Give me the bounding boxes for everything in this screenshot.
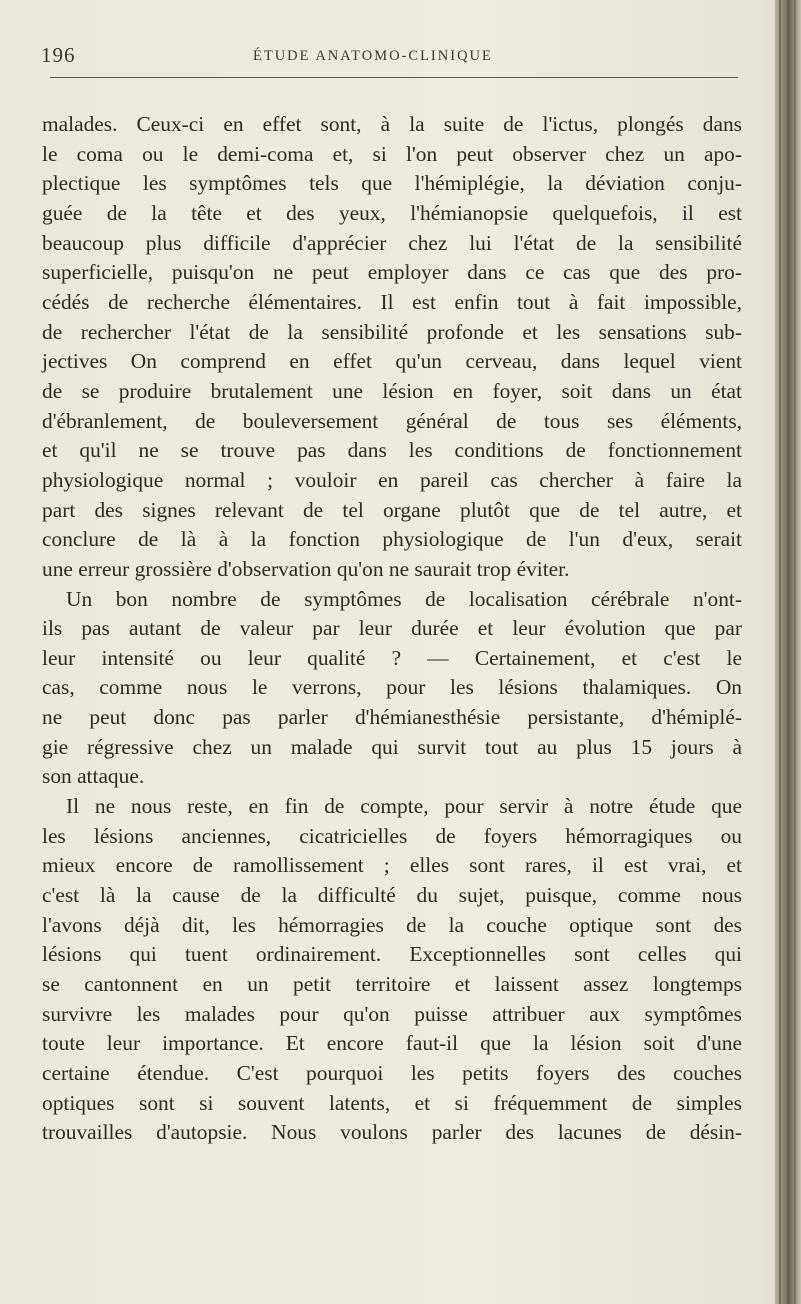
gutter-edge-line: [794, 0, 796, 1304]
text-line: c'est là la cause de la difficulté du sujet, puisque, comme nous: [42, 883, 742, 908]
gutter-edge-line: [787, 0, 789, 1304]
text-line: plectique les symptômes tels que l'hémiplégie, la déviation conju-: [42, 171, 742, 196]
text-line: une erreur grossière d'observation qu'on ne saurait trop éviter.: [42, 556, 570, 581]
page-gutter-shadow: [775, 0, 801, 1304]
text-line: survivre les malades pour qu'on puisse attribuer aux symptômes: [42, 1001, 742, 1026]
text-line: lésions qui tuent ordinairement. Exceptionnelles sont celles qui: [42, 942, 742, 967]
text-line: physiologique normal ; vouloir en pareil cas chercher à faire la: [42, 467, 742, 492]
text-line: malades. Ceux-ci en effet sont, à la suite de l'ictus, plongés dans: [42, 112, 742, 136]
text-line: mieux encore de ramollissement ; elles sont rares, il est vrai, et: [42, 853, 742, 878]
text-line: son attaque.: [42, 764, 145, 789]
text-line: ils pas autant de valeur par leur durée et leur évolution que par: [42, 616, 742, 641]
text-line: trouvailles d'autopsie. Nous voulons parler des lacunes de désin-: [42, 1120, 742, 1145]
text-line: de se produire brutalement une lésion en foyer, soit dans un état: [42, 378, 742, 403]
text-line: l'avons déjà dit, les hémorragies de la couche optique sont des: [42, 912, 742, 937]
text-line: optiques sont si souvent latents, et si fréquemment de simples: [42, 1090, 742, 1115]
text-line: et qu'il ne se trouve pas dans les conditions de fonctionnement: [42, 438, 742, 463]
text-line: Un bon nombre de symptômes de localisation cérébrale n'ont-: [66, 586, 742, 611]
text-line: Il ne nous reste, en fin de compte, pour servir à notre étude que: [66, 794, 742, 819]
text-line: ne peut donc pas parler d'hémianesthésie persistante, d'hémiplé-: [42, 705, 742, 730]
text-line: de rechercher l'état de la sensibilité profonde et les sensations sub-: [42, 319, 742, 344]
text-line: d'ébranlement, de bouleversement général de tous ses éléments,: [42, 408, 742, 433]
text-line: se cantonnent en un petit territoire et laissent assez longtemps: [42, 972, 742, 997]
body-text: [42, 110, 742, 1148]
text-line: guée de la tête et des yeux, l'hémianopsie quelquefois, il est: [42, 200, 742, 225]
text-line: certaine étendue. C'est pourquoi les petits foyers des couches: [42, 1061, 742, 1085]
text-line: beaucoup plus difficile d'apprécier chez lui l'état de la sensibilité: [42, 230, 742, 255]
text-line: le coma ou le demi-coma et, si l'on peut observer chez un apo-: [42, 141, 742, 166]
text-line: gie régressive chez un malade qui survit tout au plus 15 jours à: [42, 734, 742, 759]
text-line: conclure de là à la fonction physiologique de l'un d'eux, serait: [42, 527, 742, 552]
header-rule: [50, 77, 738, 78]
text-line: cédés de recherche élémentaires. Il est enfin tout à fait impossible,: [42, 289, 742, 314]
gutter-edge-line: [779, 0, 781, 1304]
text-line: toute leur importance. Et encore faut-il que la lésion soit d'une: [42, 1031, 742, 1056]
running-title: ÉTUDE ANATOMO-CLINIQUE: [253, 48, 493, 64]
text-line: cas, comme nous le verrons, pour les lésions thalamiques. On: [42, 675, 742, 700]
text-line: part des signes relevant de tel organe plutôt que de tel autre, et: [42, 497, 742, 522]
text-line: leur intensité ou leur qualité ? — Certainement, et c'est le: [42, 645, 742, 670]
page-number: 196: [41, 43, 76, 67]
text-line: superficielle, puisqu'on ne peut employer dans ce cas que des pro-: [42, 260, 742, 285]
text-line: les lésions anciennes, cicatricielles de foyers hémorragiques ou: [42, 823, 742, 848]
text-line: jectives On comprend en effet qu'un cerveau, dans lequel vient: [42, 349, 742, 374]
